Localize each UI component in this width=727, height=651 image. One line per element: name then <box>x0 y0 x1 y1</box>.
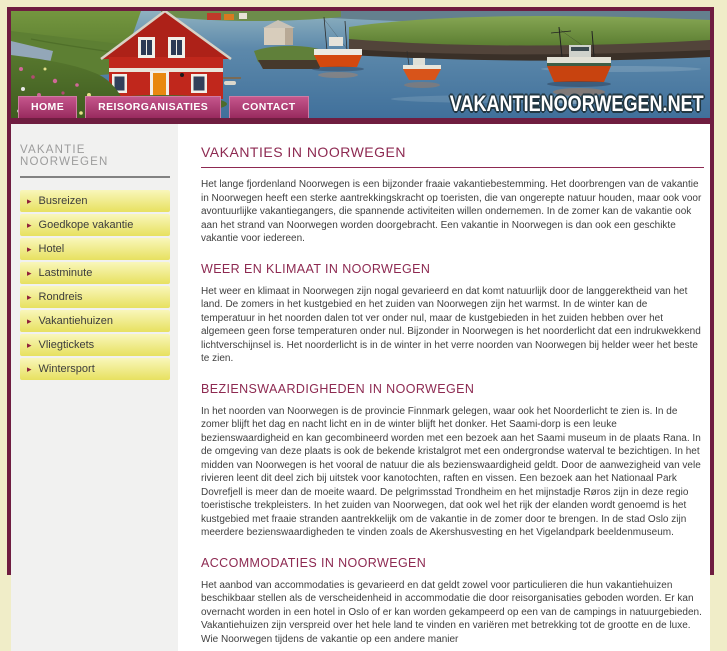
section-weer-en-klimaat <box>201 262 704 366</box>
sidebar-item-label: Busreizen <box>38 195 88 207</box>
nav-tab-home[interactable]: HOME <box>18 96 77 118</box>
sidebar-item-label: Hotel <box>38 243 65 255</box>
paragraph: In het noorden van Noorwegen is de provincie Finnmark gelegen, waar ook het Noorderlicht te zien is. In de zomer blijft het dag en nacht licht en in de winter blijft het donker. Het Saami-dorp is een leuke bezienswaardigheid en kan gecombineerd worden met een bezoek aan het Saami museum in de plaats Rana. In de omgeving van deze plaats is ook de bekende kristalgrot met een ondergrondse waterval te bezichtigen. In het midden van Noorwegen is het vooral de natuur die als bezienswaardigheid geldt. Door de aanwezigheid van vele rivieren leent dit deel zich bij uitstek voor kanotochten, raften en vissen. Een bezoek aan het Nationaal Park Dovrefjell is meer dan de moeite waard. De pelgrimsstad Trondheim en het mijnstadje Røros zijn in deze regio toeristische trekpleisters. In het zuiden van Noorwegen, dat ook wel het rijk der elanden wordt genoemd is het kustgebied met fraaie stranden aantrekkelijk om de vakantie in de zomer door te brengen. In de stad Oslo zijn meerdere bezienswaardigheden te vinden zoals de Akershusvesting en het Vigelandpark beeldenmuseum. <box>201 405 701 538</box>
section-heading: WEER EN KLIMAAT IN NOORWEGEN <box>201 261 431 276</box>
sidebar-title: VAKANTIE NOORWEGEN <box>20 144 170 178</box>
section-accommodaties <box>201 556 704 647</box>
sidebar-item-vakantiehuizen[interactable] <box>20 310 170 332</box>
bullet-arrow-icon: ▸ <box>27 339 32 350</box>
sidebar <box>11 124 178 651</box>
page-title: VAKANTIES IN NOORWEGEN <box>201 144 704 168</box>
site-logo[interactable]: VAKANTIENOORWEGEN.NET <box>450 91 704 116</box>
sidebar-item-busreizen[interactable] <box>20 190 170 212</box>
main-content <box>178 124 710 651</box>
sidebar-item-hotel[interactable] <box>20 238 170 260</box>
sidebar-item-label: Vakantiehuizen <box>38 315 113 327</box>
bullet-arrow-icon: ▸ <box>27 219 32 230</box>
bullet-arrow-icon: ▸ <box>27 315 32 326</box>
sidebar-item-lastminute[interactable] <box>20 262 170 284</box>
paragraph: Het lange fjordenland Noorwegen is een bijzonder fraaie vakantiebestemming. Het doorbrengen van de vakantie in Noorwegen heeft een sterke aantrekkingskracht op toeristen, die van ongerepte natuur houden, maar ook voor avontuurlijke vakantiegangers, die spannende activiteiten willen ondernemen. In de zomer kan de vakantie ook aan het strand van Noorwegen worden doorgebracht. Een vakantie in Noorwegen is dan ook een geschikte vakantie voor iedereen. <box>201 179 702 244</box>
bullet-arrow-icon: ▸ <box>27 291 32 302</box>
bullet-arrow-icon: ▸ <box>27 363 32 374</box>
sidebar-item-label: Goedkope vakantie <box>38 219 134 231</box>
header-banner <box>11 11 710 118</box>
content-area <box>11 124 710 651</box>
sidebar-item-rondreis[interactable] <box>20 286 170 308</box>
sidebar-item-label: Vliegtickets <box>38 339 95 351</box>
section-vakanties <box>201 144 704 246</box>
nav-tab-reisorganisaties[interactable]: REISORGANISATIES <box>85 96 221 118</box>
section-heading: ACCOMMODATIES IN NOORWEGEN <box>201 555 427 570</box>
main-nav <box>18 96 309 118</box>
bullet-arrow-icon: ▸ <box>27 267 32 278</box>
sidebar-item-vliegtickets[interactable] <box>20 334 170 356</box>
paragraph: Het aanbod van accommodaties is gevarieerd en dat geldt zowel voor particulieren die hun vakantiehuizen beschikbaar stellen als de verscheidenheid in accommodatie die door reisorganisaties geboden worden. Er kan overnacht worden in een hotel in Oslo of er kan worden gekampeerd op een van de campings in natuurgebieden. Vakantiehuizen zijn verspreid over het hele land te vinden en variëren met betrekking tot de grootte en de luxe. Wie Noorwegen tijdens de vakantie op een andere manier <box>201 579 702 645</box>
page-frame <box>7 7 714 645</box>
sidebar-item-label: Lastminute <box>38 267 93 279</box>
sidebar-menu <box>11 190 178 380</box>
sidebar-item-wintersport[interactable] <box>20 358 170 380</box>
sidebar-item-label: Rondreis <box>38 291 83 303</box>
paragraph: Het weer en klimaat in Noorwegen zijn nogal gevarieerd en dat komt natuurlijk door de langgerektheid van het land. De zomers in het kustgebied en het zuiden van Noorwegen zijn het warmst. In de winter kan de temperatuur in het noorden dalen tot ver onder nul, maar de kustgebieden in het zuiden hebben over het algemeen geen forse temperaturen onder nul. Bijzonder in Noorwegen is het noorderlicht dat een indrukwekkend lichtverschijnsel is. Het noorderlicht is in de winter in het verre noorden van Noorwegen bij helder weer het beste te zien. <box>201 285 701 364</box>
bullet-arrow-icon: ▸ <box>27 195 32 206</box>
section-heading: BEZIENSWAARDIGHEDEN IN NOORWEGEN <box>201 381 475 396</box>
section-bezienswaardigheden <box>201 382 704 540</box>
sidebar-item-label: Wintersport <box>38 363 95 375</box>
bullet-arrow-icon: ▸ <box>27 243 32 254</box>
sidebar-item-goedkope-vakantie[interactable] <box>20 214 170 236</box>
nav-tab-contact[interactable]: CONTACT <box>229 96 308 118</box>
